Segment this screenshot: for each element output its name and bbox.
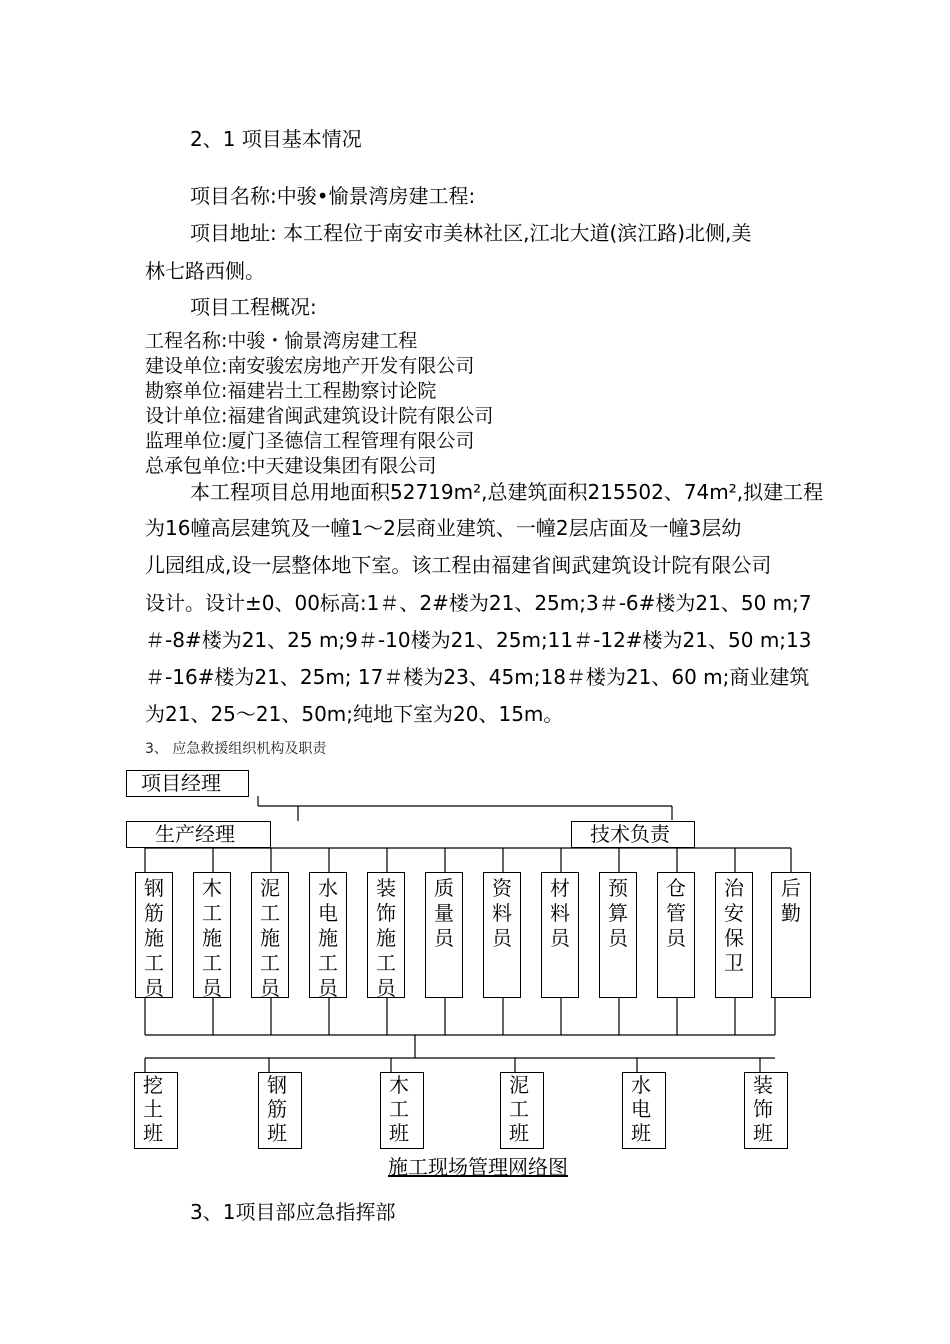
heading-3: 3、 应急救援组织机构及职责 (145, 741, 327, 757)
org-node-team: 木 工 班 (380, 1072, 424, 1149)
org-node-team: 装 饰 班 (744, 1072, 788, 1149)
unit-line: 勘察单位:福建岩土工程勘察讨论院 (145, 380, 437, 402)
org-node-staff: 钢 筋 施 工 员 (135, 872, 173, 998)
org-node-staff: 仓 管 员 (657, 872, 695, 998)
heading-3-1: 3、1项目部应急指挥部 (190, 1200, 396, 1224)
org-node-team: 挖 土 班 (134, 1072, 178, 1149)
description-line: 本工程项目总用地面积52719m²,总建筑面积215502、74m²,拟建工程 (190, 480, 824, 504)
heading-2-1: 2、1 项目基本情况 (190, 127, 362, 151)
org-node-staff: 后 勤 (771, 872, 811, 998)
project-address-line1: 项目地址: 本工程位于南安市美林社区,江北大道(滨江路)北侧,美 (190, 221, 752, 245)
org-node-staff: 资 料 员 (483, 872, 521, 998)
description-line: 设计。设计±0、00标高:1＃、2#楼为21、25m;3＃-6#楼为21、50 m;7 (145, 591, 812, 615)
org-node-technical-lead: 技术负责 (571, 821, 695, 848)
description-line: ＃-16#楼为21、25m; 17＃楼为23、45m;18＃楼为21、60 m;商业建筑 (145, 665, 810, 689)
unit-line: 建设单位:南安骏宏房地产开发有限公司 (145, 355, 475, 377)
project-address-line2: 林七路西侧。 (145, 259, 265, 283)
org-node-staff: 治 安 保 卫 (715, 872, 753, 998)
unit-line: 总承包单位:中天建设集团有限公司 (145, 455, 437, 477)
description-line: ＃-8#楼为21、25 m;9＃-10楼为21、25m;11＃-12#楼为21、50 m;13 (145, 628, 812, 652)
org-node-staff: 水 电 施 工 员 (309, 872, 347, 998)
unit-line: 监理单位:厦门圣德信工程管理有限公司 (145, 430, 475, 452)
org-node-staff: 装 饰 施 工 员 (367, 872, 405, 998)
description-line: 儿园组成,设一层整体地下室。该工程由福建省闽武建筑设计院有限公司 (145, 553, 772, 577)
org-chart-caption: 施工现场管理网络图 (388, 1155, 568, 1179)
org-node-production-manager: 生产经理 (126, 821, 271, 848)
org-node-staff: 质 量 员 (425, 872, 463, 998)
org-node-team: 泥 工 班 (500, 1072, 544, 1149)
project-name: 项目名称:中骏•愉景湾房建工程: (190, 184, 476, 208)
org-node-team: 水 电 班 (622, 1072, 666, 1149)
description-line: 为16幢高层建筑及一幢1～2层商业建筑、一幢2层店面及一幢3层幼 (145, 516, 742, 540)
overview-label: 项目工程概况: (190, 295, 317, 319)
org-node-team: 钢 筋 班 (258, 1072, 302, 1149)
unit-line: 设计单位:福建省闽武建筑设计院有限公司 (145, 405, 494, 427)
description-line: 为21、25～21、50m;纯地下室为20、15m。 (145, 702, 564, 726)
org-node-project-manager: 项目经理 (126, 770, 249, 797)
org-node-staff: 泥 工 施 工 员 (251, 872, 289, 998)
org-node-staff: 材 料 员 (541, 872, 579, 998)
org-node-staff: 预 算 员 (599, 872, 637, 998)
org-node-staff: 木 工 施 工 员 (193, 872, 231, 998)
unit-line: 工程名称:中骏・愉景湾房建工程 (145, 330, 418, 352)
